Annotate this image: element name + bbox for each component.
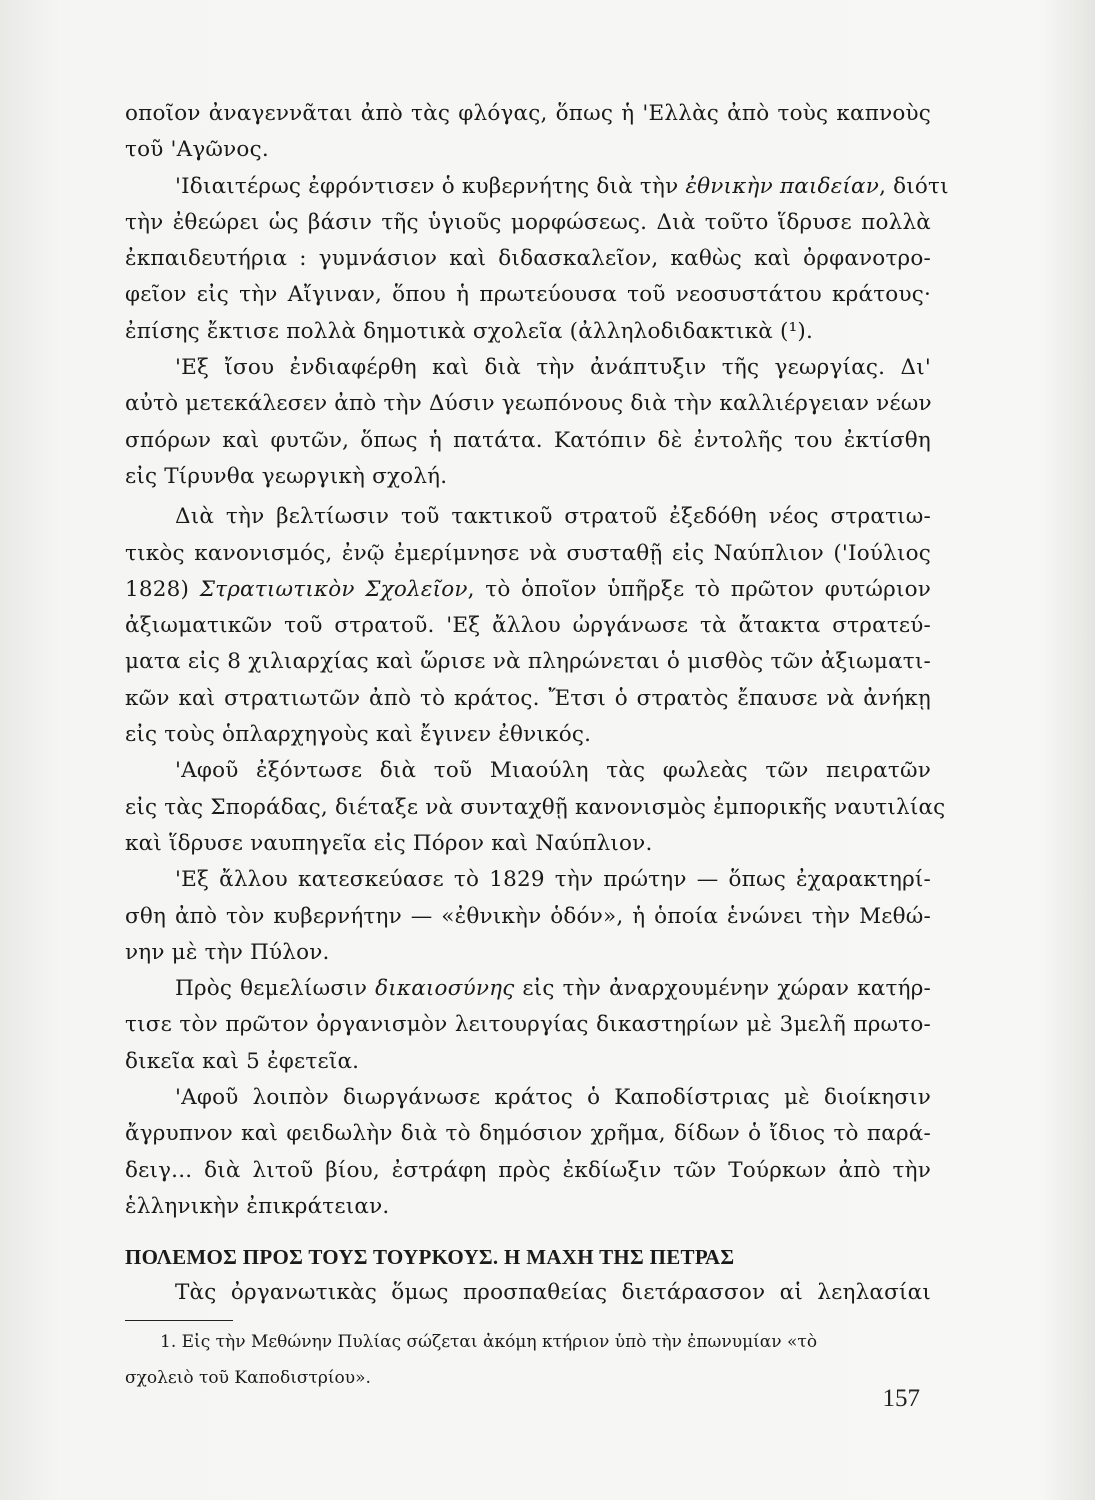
text-column (125, 96, 949, 1393)
footnote-rule (125, 1320, 233, 1321)
text-line: ἑλληνικὴν ἐπικράτειαν. (125, 1193, 390, 1219)
text-line: δικεῖα καὶ 5 ἐφετεῖα. (125, 1048, 360, 1074)
text-line: νην μὲ τὴν Πύλον. (125, 939, 330, 965)
text-line: Πρὸς θεμελίωσιν δικαιοσύνης εἰς τὴν ἀναρχουμένην χώραν κατήρ- (175, 976, 931, 1002)
text-line: ἄγρυπνον καὶ φειδωλὴν διὰ τὸ δημόσιον χρῆμα, δίδων ὁ ἴδιος τὸ παρά- (125, 1121, 931, 1147)
footnote (125, 1327, 931, 1393)
text-line: ἐπίσης ἔκτισε πολλὰ δημοτικὰ σχολεῖα (ἀλληλοδιδακτικὰ (¹). (125, 318, 814, 344)
paragraph-6 (125, 862, 931, 971)
emphasis-military-school: Στρατιωτικὸν Σχολεῖον (199, 576, 468, 602)
paragraph-7 (125, 971, 931, 1080)
paragraph-1 (125, 96, 931, 169)
text-line: 1828) Στρατιωτικὸν Σχολεῖον, τὸ ὁποῖον ὑπῆρξε τὸ πρῶτον φυτώριον (125, 576, 931, 602)
text-line: 'Ιδιαιτέρως ἐφρόντισεν ὁ κυβερνήτης διὰ τὴν ἐθνικὴν παιδείαν, διότι (175, 173, 949, 199)
emphasis-national-education: ἐθνικὴν παιδείαν (685, 173, 880, 199)
text-line: 'Εξ ἴσου ἐνδιαφέρθη καὶ διὰ τὴν ἀνάπτυξιν τῆς γεωργίας. Δι' (175, 355, 931, 381)
text-line: αὐτὸ μετεκάλεσεν ἀπὸ τὴν Δύσιν γεωπόνους διὰ τὴν καλλιέργειαν νέων (125, 391, 932, 417)
text-line: οποῖον ἀναγεννᾶται ἀπὸ τὰς φλόγας, ὅπως ἡ 'Ελλὰς ἀπὸ τοὺς καπνοὺς (125, 101, 931, 126)
paragraph-8 (125, 1080, 931, 1225)
emphasis-justice: δικαιοσύνης (375, 976, 515, 1002)
paragraph-2 (125, 169, 949, 350)
text-line: εἰς τοὺς ὁπλαρχηγοὺς καὶ ἔγινεν ἐθνικός. (125, 722, 592, 748)
footnote-line: 1. Εἰς τὴν Μεθώνην Πυλίας σώζεται ἀκόμη κτήριον ὑπὸ τὴν ἐπωνυμίαν «τὸ (160, 1331, 818, 1352)
footnote-line: σχολειὸ τοῦ Καποδιστρίου». (125, 1367, 371, 1388)
paragraph-3 (125, 350, 931, 495)
text-line: τὴν ἐθεώρει ὡς βάσιν τῆς ὑγιοῦς μορφώσεως. Διὰ τοῦτο ἵδρυσε πολλὰ (125, 209, 931, 235)
text-line: 'Αφοῦ λοιπὸν διωργάνωσε κράτος ὁ Καποδίστριας μὲ διοίκησιν (175, 1085, 931, 1111)
text-line: 'Αφοῦ ἐξόντωσε διὰ τοῦ Μιαούλη τὰς φωλεὰς τῶν πειρατῶν (175, 758, 931, 784)
text-line: ματα εἰς 8 χιλιαρχίας καὶ ὥρισε νὰ πληρώνεται ὁ μισθὸς τῶν ἀξιωματι- (125, 649, 931, 675)
text-line: τοῦ 'Αγῶνος. (125, 137, 269, 163)
text-line: εἰς Τίρυνθα γεωργικὴ σχολή. (125, 463, 448, 489)
text-line: σπόρων καὶ φυτῶν, ὅπως ἡ πατάτα. Κατόπιν δὲ ἐντολῆς του ἐκτίσθη (125, 427, 931, 453)
page-number: 157 (882, 1385, 920, 1412)
paragraph-5 (125, 753, 946, 862)
text-line: Διὰ τὴν βελτίωσιν τοῦ τακτικοῦ στρατοῦ ἐξεδόθη νέος στρατιω- (175, 504, 931, 530)
paragraph-4 (125, 499, 931, 753)
text-line: τισε τὸν πρῶτον ὀργανισμὸν λειτουργίας δικαστηρίων μὲ 3μελῆ πρωτο- (125, 1012, 931, 1038)
text-line: εἰς τὰς Σποράδας, διέταξε νὰ συνταχθῇ κανονισμὸς ἐμπορικῆς ναυτιλίας (125, 794, 946, 820)
text-line: ἐκπαιδευτήρια : γυμνάσιον καὶ διδασκαλεῖον, καθὼς καὶ ὀρφανοτρο- (125, 246, 931, 272)
text-line: καὶ ἵδρυσε ναυπηγεῖα εἰς Πόρον καὶ Ναύπλιον. (125, 830, 653, 856)
text-line: φεῖον εἰς τὴν Αἴγιναν, ὅπου ἡ πρωτεύουσα τοῦ νεοσυστάτου κράτους· (125, 282, 931, 308)
text-line: Τὰς ὀργανωτικὰς ὅμως προσπαθείας διετάρασσον αἱ λεηλασίαι (175, 1280, 931, 1306)
text-line: δειγ... διὰ λιτοῦ βίου, ἐστράφη πρὸς ἐκδίωξιν τῶν Τούρκων ἀπὸ τὴν (125, 1157, 931, 1183)
section-heading: ΠΟΛΕΜΟΣ ΠΡΟΣ ΤΟΥΣ ΤΟΥΡΚΟΥΣ. Η ΜΑΧΗ ΤΗΣ ΠΕΤΡΑΣ (125, 1245, 735, 1270)
text-line: ἀξιωματικῶν τοῦ στρατοῦ. 'Εξ ἄλλου ὠργάνωσε τὰ ἄτακτα στρατεύ- (125, 613, 931, 639)
text-line: τικὸς κανονισμός, ἐνῷ ἐμερίμνησε νὰ συσταθῇ εἰς Ναύπλιον ('Ιούλιος (125, 540, 931, 566)
text-line: σθη ἀπὸ τὸν κυβερνήτην — «ἐθνικὴν ὁδόν», ἡ ὁποία ἑνώνει τὴν Μεθώ- (125, 903, 931, 929)
text-line: κῶν καὶ στρατιωτῶν ἀπὸ τὸ κράτος. Ἔτσι ὁ στρατὸς ἔπαυσε νὰ ἀνήκῃ (125, 685, 931, 711)
text-line: 'Εξ ἄλλου κατεσκεύασε τὸ 1829 τὴν πρώτην — ὅπως ἐχαρακτηρί- (175, 867, 931, 893)
